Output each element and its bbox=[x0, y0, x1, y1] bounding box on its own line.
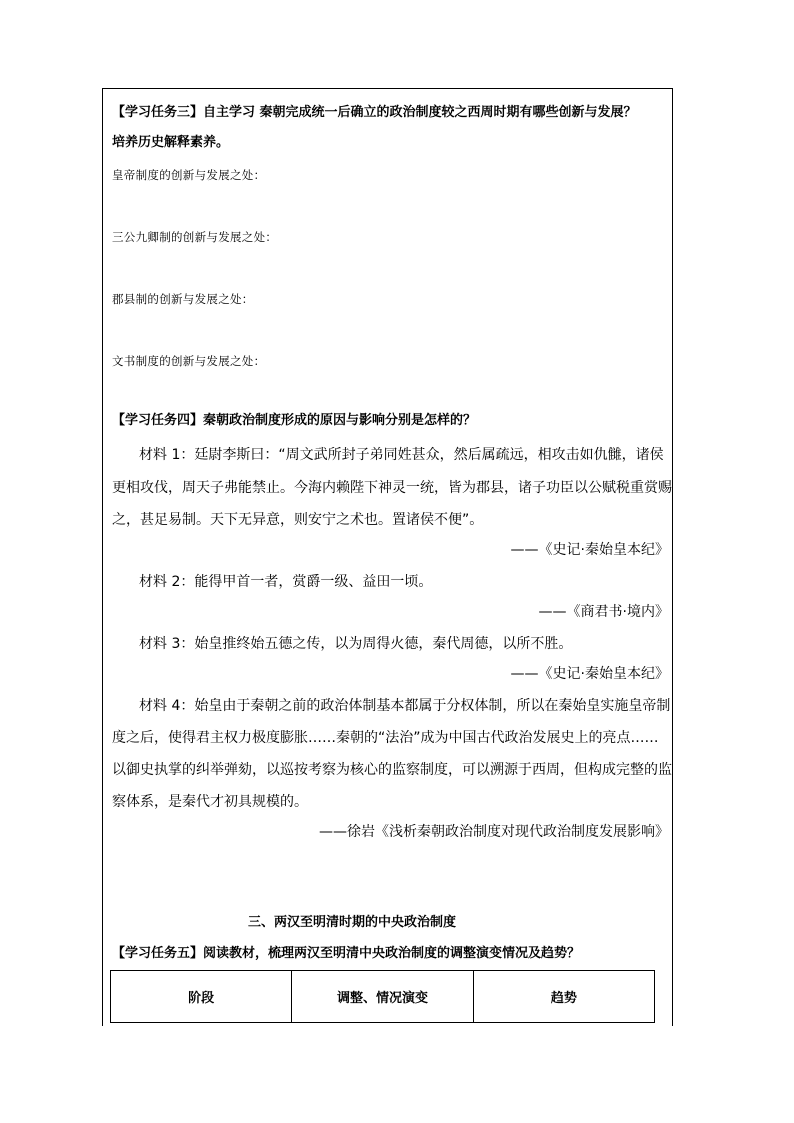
task3-heading: 【学习任务三】自主学习 秦朝完成统一后确立的政治制度较之西周时期有哪些创新与发展？ bbox=[112, 105, 637, 120]
task4-heading: 【学习任务四】秦朝政治制度形成的原因与影响分别是怎样的？ bbox=[112, 413, 477, 428]
section-title: 三、两汉至明清时期的中央政治制度 bbox=[248, 915, 457, 930]
material3-source: ——《史记·秦始皇本纪》 bbox=[510, 666, 669, 682]
task3-heading-cont: 培养历史解释素养。 bbox=[112, 135, 230, 150]
material3-text: 材料 3：始皇推终始五德之传，以为周得火德，秦代周德，以所不胜。 bbox=[139, 636, 573, 652]
material4-line: 察体系，是秦代才初具规模的。 bbox=[112, 794, 308, 810]
prompt-emperor-system: 皇帝制度的创新与发展之处： bbox=[112, 168, 266, 182]
prompt-three-ducal-nine-ministers: 三公九卿制的创新与发展之处： bbox=[112, 230, 278, 244]
material1-line: 之，甚足易制。天下无异意，则安宁之术也。置诸侯不便”。 bbox=[112, 512, 484, 528]
material4-line: 度之后，使得君主权力极度膨胀……秦朝的“法治”成为中国古代政治发展史上的亮点…… bbox=[112, 730, 659, 746]
prompt-document-system: 文书制度的创新与发展之处： bbox=[112, 354, 266, 368]
material1-source: ——《史记·秦始皇本纪》 bbox=[510, 542, 669, 558]
header-trend: 趋势 bbox=[473, 971, 654, 1023]
material4-source: ——徐岩《浅析秦朝政治制度对现代政治制度发展影响》 bbox=[319, 824, 669, 840]
material1-line: 更相攻伐，周天子弗能禁止。今海内赖陛下神灵一统，皆为郡县，诸子功臣以公赋税重赏赐 bbox=[112, 480, 672, 496]
evolution-table bbox=[110, 970, 655, 1023]
header-stage: 阶段 bbox=[111, 971, 292, 1023]
prompt-county-system: 郡县制的创新与发展之处： bbox=[112, 292, 254, 306]
material2-text: 材料 2：能得甲首一者，赏爵一级、益田一顷。 bbox=[139, 574, 433, 590]
material4-line: 材料 4：始皇由于秦朝之前的政治体制基本都属于分权体制，所以在秦始皇实施皇帝制 bbox=[139, 698, 671, 714]
material4-line: 以御史执掌的纠举弹劾，以巡按考察为核心的监察制度，可以溯源于西周，但构成完整的监 bbox=[112, 762, 672, 778]
task5-heading: 【学习任务五】阅读教材，梳理两汉至明清中央政治制度的调整演变情况及趋势？ bbox=[112, 946, 581, 961]
material2-source: ——《商君书·境内》 bbox=[538, 604, 669, 620]
header-adjustment: 调整、情况演变 bbox=[292, 971, 473, 1023]
material1-line: 材料 1：廷尉李斯曰：“周文武所封子弟同姓甚众，然后属疏远，相攻击如仇雠，诸侯 bbox=[139, 447, 664, 463]
table-header-row bbox=[111, 971, 655, 1023]
